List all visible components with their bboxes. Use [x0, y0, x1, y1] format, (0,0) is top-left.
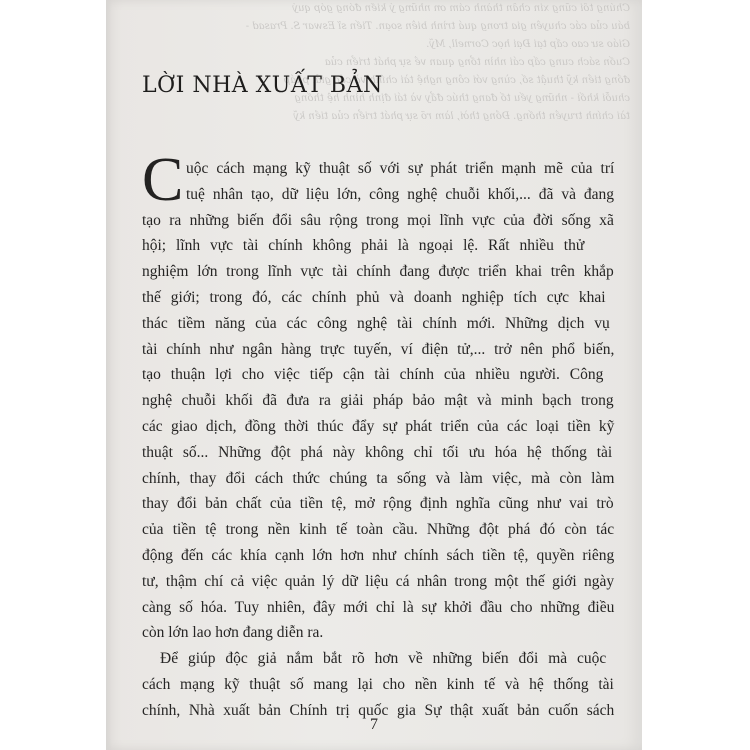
text-line: các giao dịch, đồng thời thúc đẩy sự phát triển của các loại tiền kỹ — [142, 417, 615, 435]
text-line: còn lớn lao hơn đang diễn ra. — [142, 624, 324, 642]
text-line: Để giúp độc giả nắm bắt rõ hơn về những biến đổi mà cuộc — [160, 650, 607, 668]
text-line: chính, thay đổi cách thức chúng ta sống và làm việc, mà còn làm — [142, 469, 615, 487]
page-number: 7 — [370, 716, 378, 733]
text-line: cách mạng kỹ thuật số mang lại cho nền kinh tế và hệ thống tài — [142, 675, 614, 693]
text-line: hội; lĩnh vực tài chính không phải là ngoại lệ. Rất nhiều thử — [142, 237, 585, 255]
text-line: thác tiềm năng của các công nghệ tài chính mới. Những dịch vụ — [142, 314, 610, 332]
text-line: chính, Nhà xuất bản Chính trị quốc gia Sự thật xuất bản cuốn sách — [142, 701, 615, 719]
drop-cap: C — [142, 146, 184, 214]
text-line: tuệ nhân tạo, dữ liệu lớn, công nghệ chuỗi khối,... đã và đang — [186, 185, 615, 203]
show-through-line: tài chính truyền thống. Đồng thời, làm rõ sự phát triển của tiền kỹ — [293, 111, 630, 122]
text-line: thế giới; trong đó, các chính phủ và doanh nghiệp tích cực khai — [142, 288, 606, 306]
show-through-line: Chúng tôi cũng xin chân thành cảm ơn những ý kiến đóng góp quý — [292, 3, 630, 14]
text-line: tư, thậm chí cả việc quản lý dữ liệu cá nhân trong một thế giới ngày — [142, 572, 615, 590]
text-line: nghiệm lớn trong lĩnh vực tài chính đang được triển khai trên khắp — [142, 263, 614, 281]
text-line: động đến các khía cạnh lớn hơn như chính sách tiền tệ, quyền riêng — [142, 546, 615, 564]
text-line: nghệ chuỗi khối đã đưa ra giải pháp bảo mật và minh bạch trong — [142, 392, 614, 410]
page-title: LỜI NHÀ XUẤT BẢN — [142, 73, 383, 98]
show-through-line: đồng tiền kỹ thuật số, cùng với công nghệ tài chính và các giải pháp — [283, 75, 630, 86]
show-through-line: chuỗi khối - những yếu tố đang thúc đẩy và tái định hình hệ thống — [294, 93, 630, 104]
show-through-line: Cuốn sách cung cấp cái nhìn tổng quan về sự phát triển của — [324, 57, 630, 68]
text-line: càng số hóa. Tuy nhiên, đây mới chỉ là sự khởi đầu cho những điều — [142, 598, 615, 616]
show-through-line: Giáo sư cao cấp tại Đại học Cornell, Mỹ. — [426, 39, 630, 50]
text-line: tạo ra những biến đổi sâu rộng trong mọi lĩnh vực của đời sống xã — [142, 211, 614, 229]
text-line: tạo thuận lợi cho việc tiếp cận tài chính của nhiều người. Công — [142, 366, 604, 384]
book-page — [106, 0, 642, 750]
text-line: tài chính như ngân hàng trực tuyến, ví điện tử,... trở nên phổ biến, — [142, 340, 615, 358]
page-gutter-shadow — [106, 0, 112, 750]
text-line: của tiền tệ trong nền kinh tế toàn cầu. Những đột phá đó còn tác — [142, 521, 615, 539]
text-line: uộc cách mạng kỹ thuật số với sự phát triển mạnh mẽ của trí — [186, 160, 615, 177]
text-line: thuật số... Những đột phá này không chỉ tối ưu hóa hệ thống tài — [142, 443, 613, 461]
show-through-line: báu của các chuyên gia trong quá trình biên soạn. Tiến sĩ Eswar S. Prasad - — [245, 21, 630, 32]
body-text — [142, 156, 614, 724]
text-line: thay đổi bản chất của tiền tệ, mở rộng định nghĩa cũng như vai trò — [142, 495, 614, 513]
